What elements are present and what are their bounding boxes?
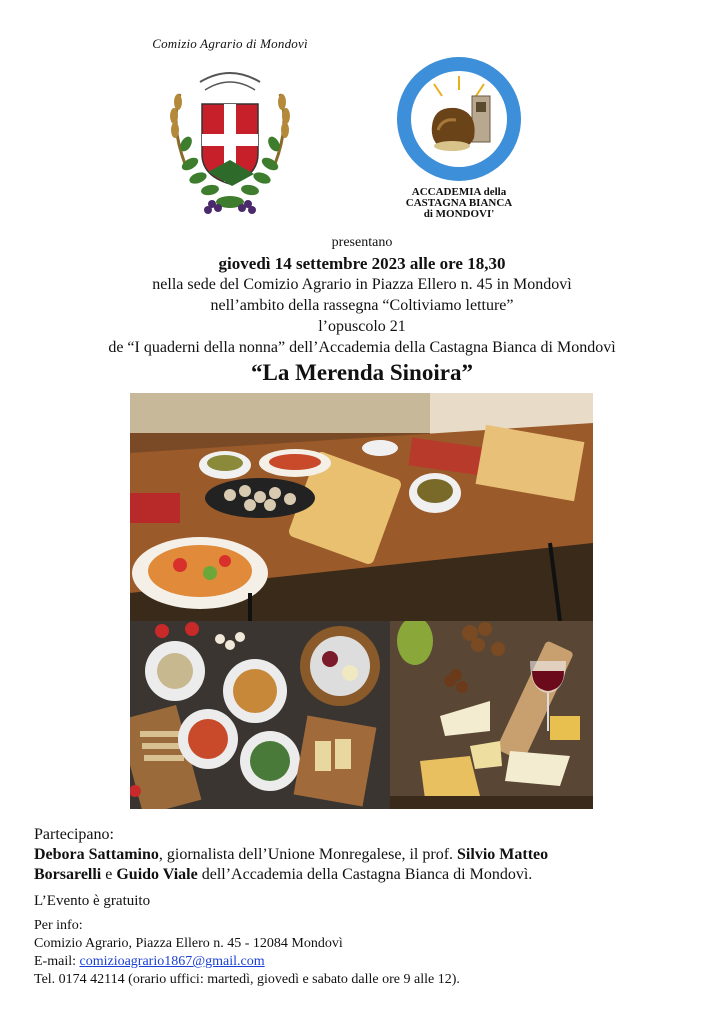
accademia-name-line1: ACCADEMIA della xyxy=(411,186,507,198)
comizio-logo-script: Comizio Agrario di Mondovì xyxy=(152,36,308,51)
accademia-logo xyxy=(384,54,544,224)
info-phone: Tel. 0174 42114 (orario uffici: martedì, giovedì e sabato dalle ore 9 alle 12). xyxy=(34,972,460,987)
accademia-emblem xyxy=(394,54,524,184)
participants-line1 xyxy=(34,846,548,864)
presentano-text: presentano xyxy=(331,235,393,250)
info-address: Comizio Agrario, Piazza Ellero n. 45 - 12084 Mondovì xyxy=(34,936,343,951)
buffet-table-illustration xyxy=(130,393,593,621)
buffet-table-photo xyxy=(130,393,593,621)
series-line: nell’ambito della rassegna “Coltiviamo letture” xyxy=(210,297,514,314)
participant-3-role: dell’Accademia della Castagna Bianca di Mondovì. xyxy=(197,866,533,883)
platters-photo xyxy=(130,621,390,809)
event-date: giovedì 14 settembre 2023 alle ore 18,30 xyxy=(218,254,506,273)
accademia-name-line2: CASTAGNA BIANCA xyxy=(405,197,513,209)
comizio-agrario-logo xyxy=(140,36,320,222)
booklet-line: l’opuscolo 21 xyxy=(318,318,406,335)
free-event-note: L’Evento è gratuito xyxy=(34,893,151,909)
event-title: “La Merenda Sinoira” xyxy=(251,360,473,385)
crest-emblem xyxy=(150,54,310,220)
collection-line: de “I quaderni della nonna” dell’Accademia della Castagna Bianca di Mondovì xyxy=(108,339,616,356)
participant-1-role: , giornalista dell’Unione Monregalese, il prof. xyxy=(158,846,458,863)
participant-debora-sattamino: Debora Sattamino xyxy=(34,846,159,863)
info-email-line xyxy=(34,954,265,970)
email-label: E-mail: xyxy=(34,954,80,969)
participant-silvio-matteo: Silvio Matteo xyxy=(457,846,549,863)
participant-borsarelli: Borsarelli xyxy=(34,866,102,883)
cheese-wine-illustration xyxy=(390,621,593,809)
email-link[interactable]: comizioagrario1867@gmail.com xyxy=(79,954,265,969)
participants-heading: Partecipano: xyxy=(34,826,114,843)
participants-line2 xyxy=(34,866,532,884)
participants-joiner: e xyxy=(101,866,117,883)
venue-line: nella sede del Comizio Agrario in Piazza Ellero n. 45 in Mondovì xyxy=(152,276,572,293)
platters-illustration xyxy=(130,621,390,809)
cheese-wine-photo xyxy=(390,621,593,809)
info-heading: Per info: xyxy=(34,918,83,933)
accademia-name-line3: di MONDOVI' xyxy=(423,208,495,220)
participant-guido-viale: Guido Viale xyxy=(116,866,198,883)
